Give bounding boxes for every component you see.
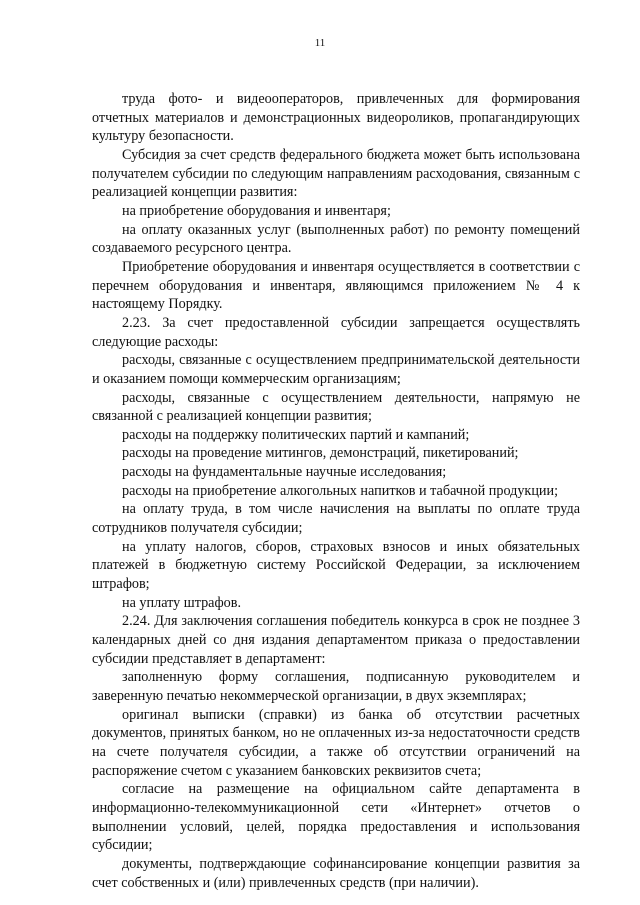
clause-2-23: 2.23. За счет предоставленной субсидии запрещается осуществлять следующие расходы: <box>92 314 580 350</box>
paragraph-continuation: труда фото- и видеооператоров, привлеченных для формирования отчетных материалов и демонстрационных видеороликов, пропагандирующих культуру безопасности. <box>92 91 580 145</box>
document-body <box>92 90 580 892</box>
list-item-document: согласие на размещение на официальном сайте департамента в информационно-телекоммуникационной сети «Интернет» отчетов о выполнении условий, целей, порядка предоставления и использования субсидии; <box>92 781 580 854</box>
list-item-expense: расходы, связанные с осуществлением предпринимательской деятельности и оказанием помощи коммерческим организациям; <box>92 352 580 387</box>
list-item-expense: расходы, связанные с осуществлением деятельности, напрямую не связанной с реализацией концепции развития; <box>92 389 580 425</box>
list-item-repair: на оплату оказанных услуг (выполненных работ) по ремонту помещений создаваемого ресурсного центра. <box>92 221 580 257</box>
paragraph-equipment-appendix: Приобретение оборудования и инвентаря осуществляется в соответствии с перечнем оборудования и инвентаря, являющимся приложением № 4 к настоящему Порядку. <box>92 258 580 313</box>
list-item-document: оригинал выписки (справки) из банка об отсутствии расчетных документов, принятых банком, но не оплаченных из-за недостаточности средств на счете получателя субсидии, а также об отсутствии ограничений на распоряжение счетом с указанием банковских реквизитов счета; <box>92 706 580 779</box>
list-item-expense: на уплату налогов, сборов, страховых взносов и иных обязательных платежей в бюджетную систему Российской Федерации, за исключением штрафов; <box>92 538 580 593</box>
list-item-expense: расходы на проведение митингов, демонстраций, пикетирований; <box>122 445 519 462</box>
list-item-expense: на оплату труда, в том числе начисления на выплаты по оплате труда сотрудников получателя субсидии; <box>92 501 580 537</box>
page-number: 11 <box>314 37 326 49</box>
clause-2-24: 2.24. Для заключения соглашения победитель конкурса в срок не позднее 3 календарных дней со дня издания департаментом приказа о предоставлении субсидии представляет в департамент: <box>92 613 580 667</box>
list-item-document: документы, подтверждающие софинансирование концепции развития за счет собственных и (или) привлеченных средств (при наличии). <box>92 855 580 891</box>
list-item-expense: расходы на приобретение алкогольных напитков и табачной продукции; <box>122 482 559 499</box>
list-item-document: заполненную форму соглашения, подписанную руководителем и заверенную печатью некоммерческой организации, в двух экземплярах; <box>92 669 580 704</box>
list-item-expense: расходы на поддержку политических партий и кампаний; <box>122 426 470 443</box>
list-item-expense: расходы на фундаментальные научные исследования; <box>122 464 447 481</box>
paragraph-subsidy-federal: Субсидия за счет средств федерального бюджета может быть использована получателем субсидии по следующим направлениям расходования, связанным с реализацией концепции развития: <box>92 146 580 201</box>
list-item-expense: на уплату штрафов. <box>122 594 242 611</box>
list-item-equipment: на приобретение оборудования и инвентаря; <box>122 202 391 219</box>
